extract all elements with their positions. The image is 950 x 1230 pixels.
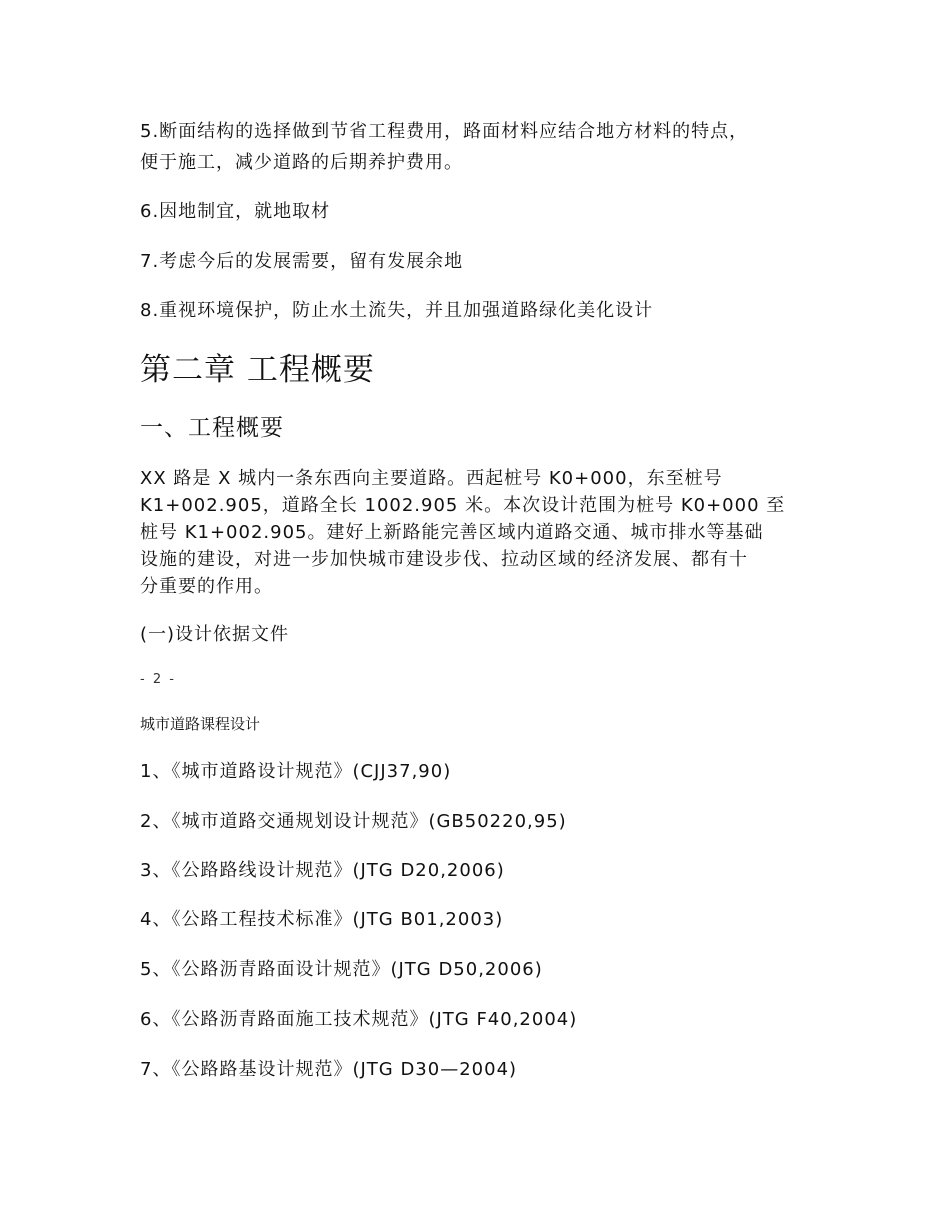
section-title: 一、工程概要 [140, 415, 284, 441]
reference-item-1: 1、《城市道路设计规范》(CJJ37,90) [140, 761, 452, 782]
principle-item-6: 6.因地制宜，就地取材 [140, 201, 331, 222]
overview-line-4: 设施的建设，对进一步加快城市建设步伐、拉动区域的经济发展、都有十 [140, 549, 748, 570]
running-header: 城市道路课程设计 [140, 715, 261, 733]
chapter-title: 第二章 工程概要 [140, 352, 375, 388]
reference-item-5: 5、《公路沥青路面设计规范》(JTG D50,2006) [140, 959, 543, 980]
overview-paragraph [140, 465, 812, 600]
principle-item-5-line1: 5.断面结构的选择做到节省工程费用，路面材料应结合地方材料的特点， [140, 121, 749, 142]
reference-item-7: 7、《公路路基设计规范》(JTG D30—2004) [140, 1059, 518, 1080]
page-number: - 2 - [140, 672, 176, 687]
principle-item-8: 8.重视环境保护，防止水土流失，并且加强道路绿化美化设计 [140, 300, 654, 321]
reference-item-3: 3、《公路路线设计规范》(JTG D20,2006) [140, 860, 505, 881]
reference-item-4: 4、《公路工程技术标准》(JTG B01,2003) [140, 909, 504, 930]
overview-line-5: 分重要的作用。 [140, 576, 273, 597]
principle-item-5-line2: 便于施工，减少道路的后期养护费用。 [140, 152, 463, 173]
overview-line-2: K1+002.905，道路全长 1002.905 米。本次设计范围为桩号 K0+000 至 [140, 495, 786, 516]
principle-item-5 [140, 118, 812, 176]
reference-item-2: 2、《城市道路交通规划设计规范》(GB50220,95) [140, 811, 567, 832]
overview-line-3: 桩号 K1+002.905。建好上新路能完善区域内道路交通、城市排水等基础 [140, 522, 764, 543]
overview-line-1: XX 路是 X 城内一条东西向主要道路。西起桩号 K0+000，东至桩号 [140, 468, 723, 489]
subsection-title: (一)设计依据文件 [140, 624, 290, 645]
principle-item-7: 7.考虑今后的发展需要，留有发展余地 [140, 251, 464, 272]
reference-item-6: 6、《公路沥青路面施工技术规范》(JTG F40,2004) [140, 1009, 578, 1030]
